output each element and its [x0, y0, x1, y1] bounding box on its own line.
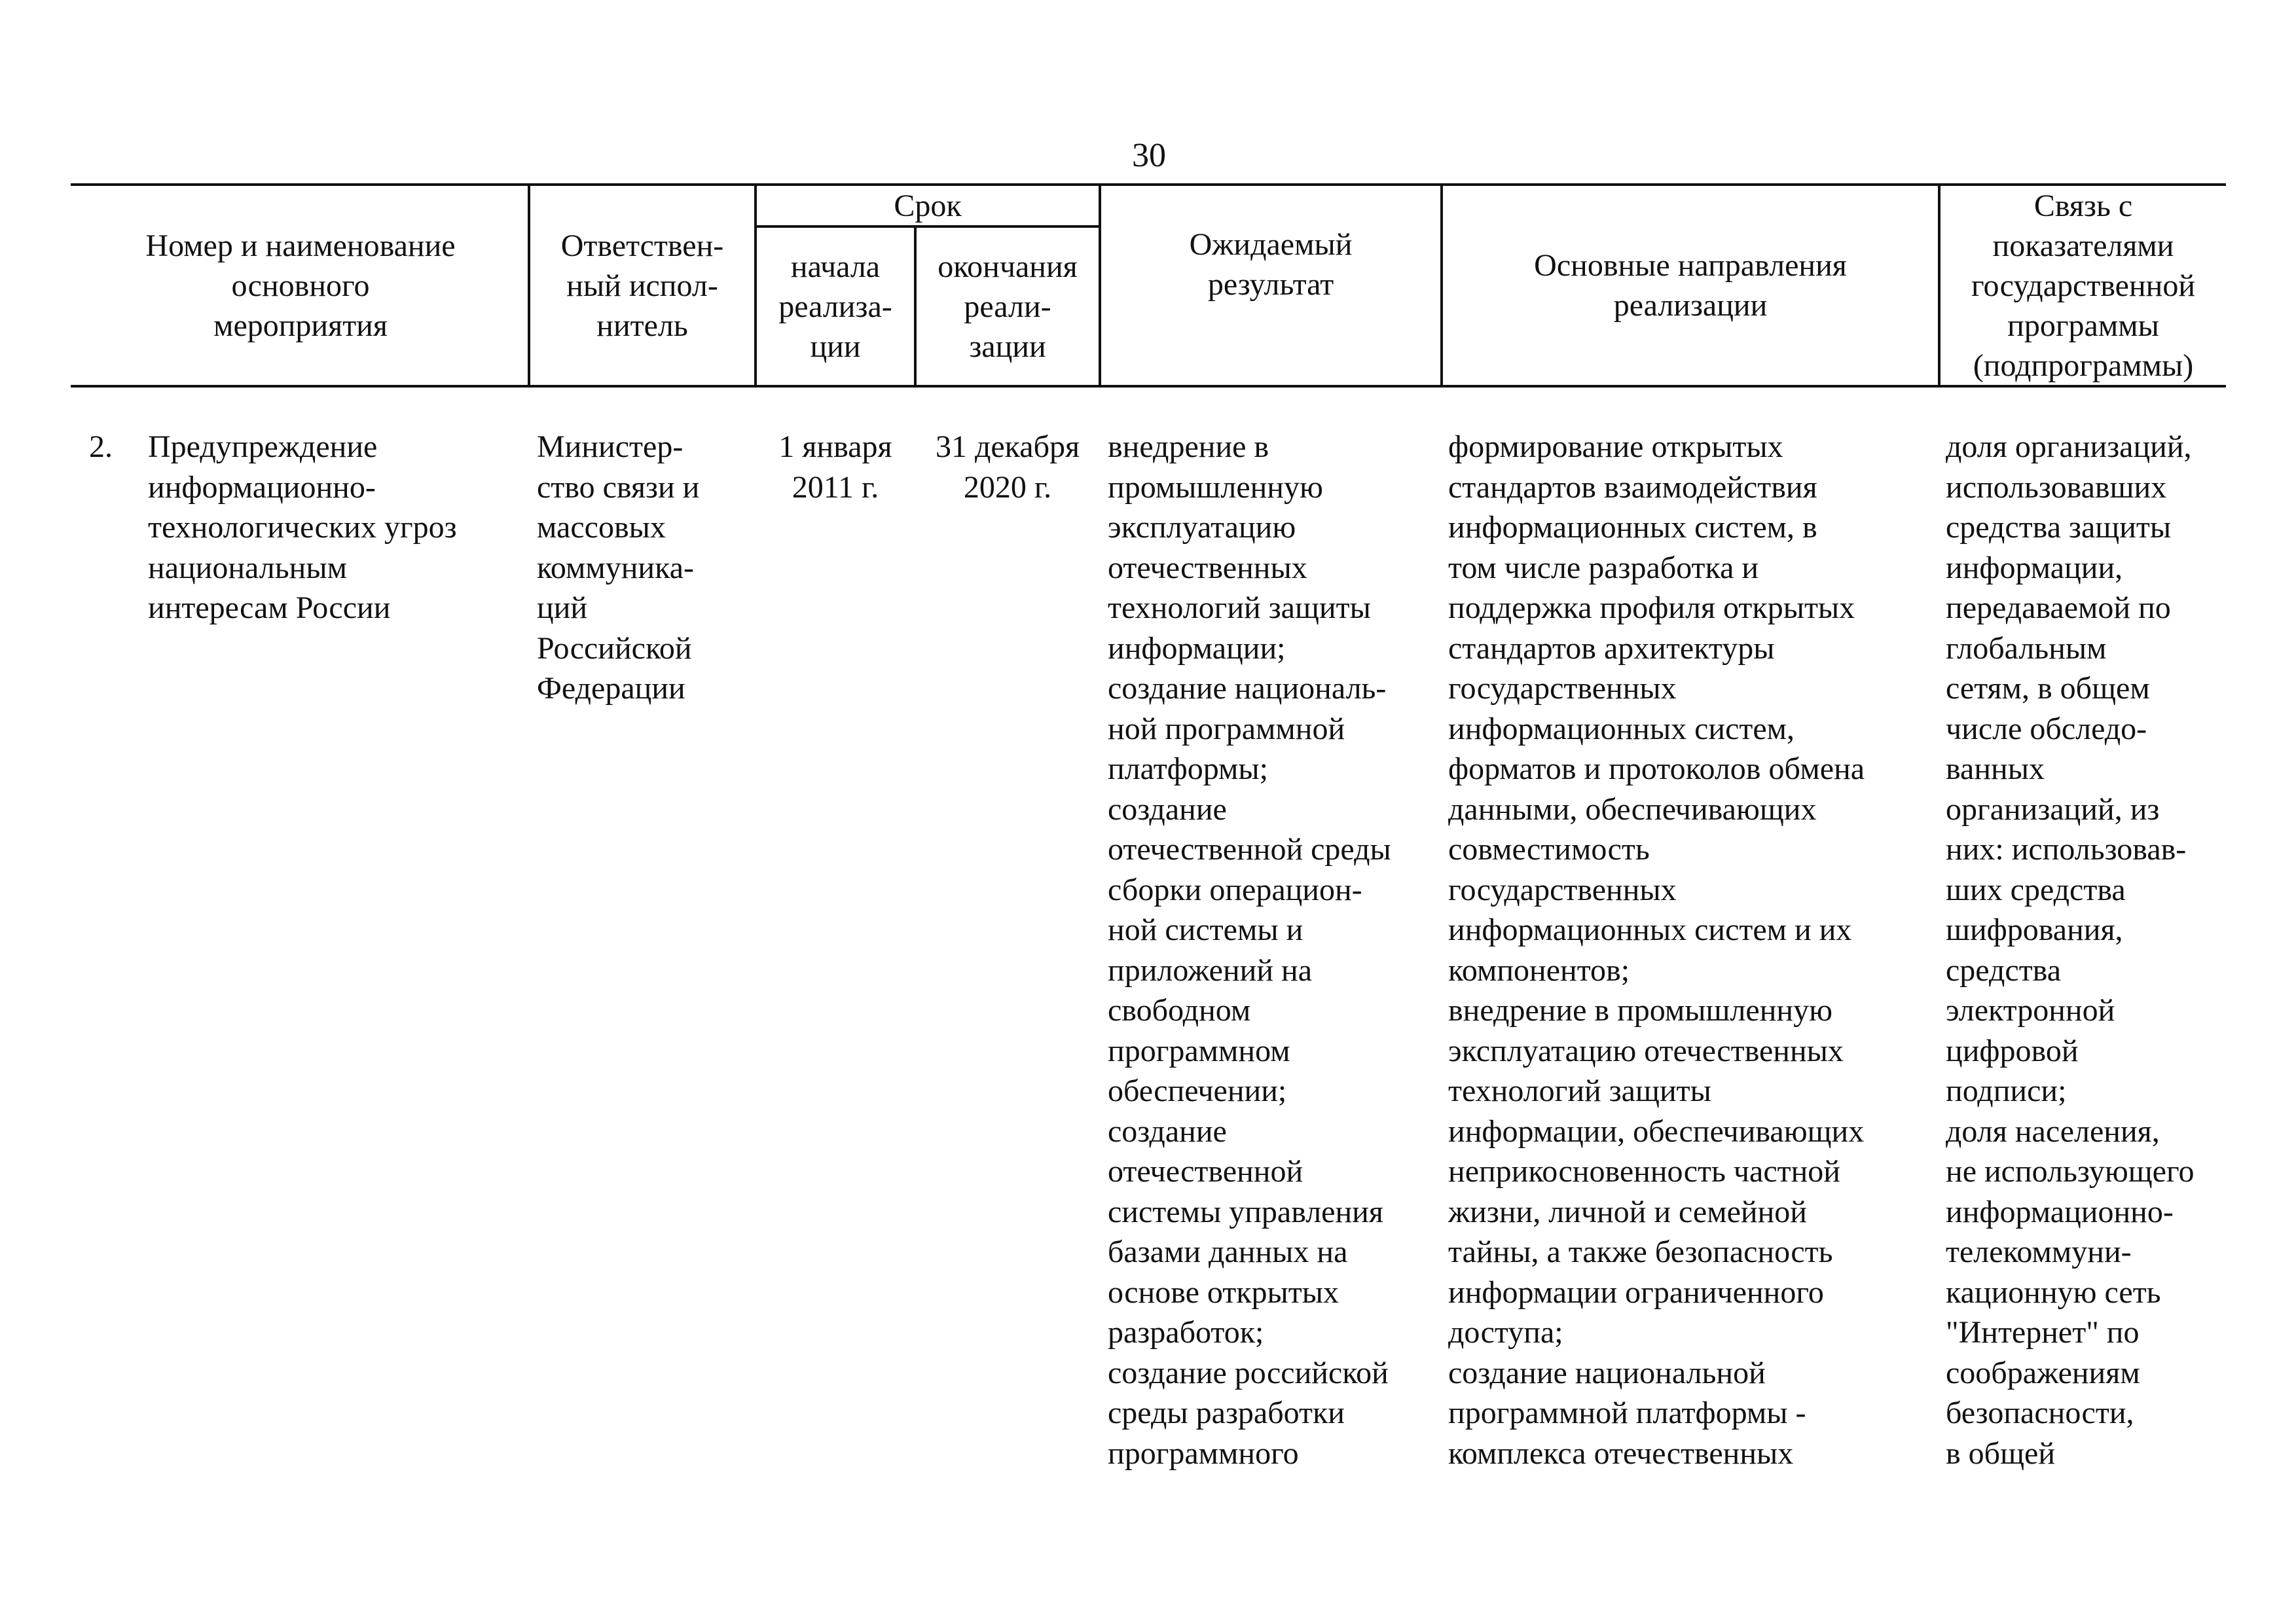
row-start-date: 1 января 2011 г. [778, 429, 892, 505]
row-indicators: доля организаций, использовавших средства защиты информации, передаваемой по глобальным сетям, в общем числе обследо- ванных организаций, из них: использовав- ших средства шифрования, средства электронной цифровой подписи; доля населения, не использующего информационно- телекоммуни- кационную сеть "Интернет" по соображениям безопасности, в общей [1946, 429, 2195, 1471]
header-end: окончания реали- зации [938, 249, 1078, 364]
header-start: начала реализа- ции [778, 249, 892, 364]
row-end-date: 31 декабря 2020 г. [935, 429, 1080, 505]
row-executor: Министер- ство связи и массовых коммуника- ций Российской Федерации [537, 429, 700, 706]
header-bottom-border [71, 385, 2226, 388]
header-directions: Основные направления реализации [1534, 248, 1847, 323]
row-expected-result: внедрение в промышленную эксплуатацию отечественных технологий защиты информации; создание националь- ной программной платформы; создание отечественной среды сборки операцион- ной системы и приложений на свободном программном обеспечении; создание отечественной системы управления базами данных на основе открытых разработок; создание российской среды разработки программного [1108, 429, 1391, 1471]
header-srok: Срок [894, 188, 962, 223]
header-executor: Ответствен- ный испол- нитель [560, 228, 724, 343]
row-directions: формирование открытых стандартов взаимодействия информационных систем, в том числе разработка и поддержка профиля открытых стандартов архитектуры государственных информационных систем, форматов и протоколов обмена данными, обеспечивающих совместимость государственных информационных систем и их компонентов; внедрение в промышленную эксплуатацию отечественных технологий защиты информации, обеспечивающих неприкосновенность частной жизни, личной и семейной тайны, а также безопасность информации ограниченного доступа; создание национальной программной платформы - комплекса отечественных [1448, 429, 1865, 1471]
row-event-name: Предупреждение информационно- технологических угроз национальным интересам России [148, 429, 457, 625]
page-number: 30 [1132, 137, 1166, 174]
header-event-name: Номер и наименование основного мероприятия [145, 228, 456, 343]
header-expected-result: Ожидаемый результат [1189, 227, 1353, 302]
header-indicators: Связь с показателями государственной программы (подпрограммы) [1971, 188, 2196, 383]
row-number: 2. [89, 429, 113, 464]
